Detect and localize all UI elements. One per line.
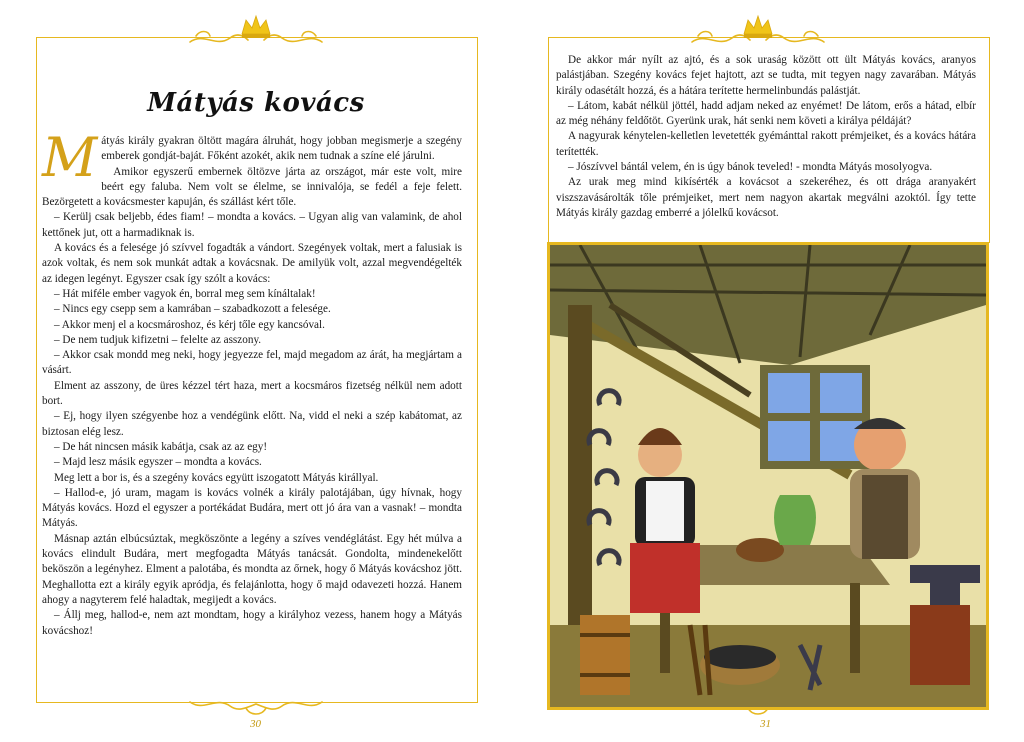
paragraph: A nagyurak kénytelen-kelletlen levetették gyémánttal rakott prémjeiket, és a kovács hátára terítették. bbox=[556, 130, 976, 158]
paragraph: – Akkor menj el a kocsmároshoz, és kérj tőle egy kancsóval. bbox=[54, 318, 325, 331]
paragraph: – De hát nincsen másik kabátja, csak az az egy! bbox=[54, 440, 268, 453]
drop-cap: M bbox=[42, 126, 98, 189]
right-page-text bbox=[556, 53, 976, 221]
paragraph: – De nem tudjuk kifizetni – felelte az asszony. bbox=[54, 333, 262, 346]
paragraph: A kovács és a felesége jó szívvel fogadták a vándort. Szegények voltak, mert a falusiak is azok voltak, és nem sok munkát adtak a kovácsnak. De amilyük volt, azzal megvendégelték az idegen legényt. Egyszer csak így szólt a kovács: bbox=[42, 242, 462, 285]
first-paragraph: Mátyás király gyakran öltött magára álruhát, hogy jobban megismerje a szegény emberek gondját-baját. Főként azokét, akik nem tudnak a színe elé járulni. bbox=[42, 126, 462, 189]
paragraph: – Látom, kabát nélkül jöttél, hadd adjam neked az enyémet! De látom, erős a hátad, elbír az még néhány feldőtöt. Gyerünk urak, hát senki nem követi a királya példáját? bbox=[556, 99, 976, 128]
smithy-illustration bbox=[547, 242, 989, 710]
paragraph: Meg lett a bor is, és a szegény kovács együtt iszogatott Mátyás királlyal. bbox=[54, 471, 379, 484]
paragraph: De akkor már nyílt az ajtó, és a sok uraság között ott ült Mátyás kovács, aranyos palástjában. Szegény kovács fejet hajtott, azt se tudta, mit tegyen nagy zavarában. Mátyás király odasétált hozzá, és a hátára terítette hermelinbundás palástját. bbox=[556, 54, 976, 97]
paragraph: Másnap aztán elbúcsúztak, megköszönte a legény a szíves vendéglátást. Egy hét múlva a kovács elindult Budára, mert megfogadta Mátyás tanácsát. Gondolta, mindenekelőtt beköszön a legényhez. Elment a palotába, és mondta az őrnek, hogy ő Mátyás kovácshoz jött. Meghallotta ezt a király egyik apródja, és felajánlotta, hogy ő majd odavezeti hozzá. Hanem ahogy a nagyterem felé haladtak, megijedt a kovács. bbox=[42, 532, 462, 606]
paragraph: Az urak meg mind kikísérték a kovácsot a szekeréhez, és ott drága aranyakért viszszavásárolták tőle prémjeiket, mert nem nagyon akartak megválni azoktól. Így tette Mátyás király gazdag emberré a jólelkű kovácsot. bbox=[556, 176, 976, 219]
page-title: Mátyás kovács bbox=[147, 88, 365, 118]
paragraph: – Állj meg, hallod-e, nem azt mondtam, hogy a királyhoz vezess, hanem hogy a Mátyás kovácshoz! bbox=[42, 609, 462, 637]
left-page-text bbox=[42, 126, 462, 639]
paragraph: – Ej, hogy ilyen szégyenbe hoz a vendégünk előtt. Na, vidd el neki a szép kabátomat, az biztosan elég lesz. bbox=[42, 410, 462, 438]
page-number-right: 31 bbox=[760, 718, 771, 730]
paragraph: – Kerülj csak beljebb, édes fiam! – mondta a kovács. – Ugyan alig van valamink, de ahol kettőnek jut, ott a harmadiknak is. bbox=[42, 211, 462, 239]
paragraph: – Hallod-e, jó uram, magam is kovács volnék a király palotájában, úgy hívnak, hogy Mátyás kovács. Hozd el egyszer a portékádat Budára, mert ott jó ára van a vasnak! – mondta Mátyás. bbox=[42, 486, 462, 530]
paragraph: Amikor egyszerű embernek öltözve járta az országot, már este volt, mire beért egy faluba. Nem volt se élelme, se innivalója, se fedél a feje felett. Bezörgetett a kovácsmester kapuján, és szállást kért tőle. bbox=[42, 165, 462, 209]
paragraph: – Hát miféle ember vagyok én, borral meg sem kínáltalak! bbox=[54, 287, 316, 300]
crown-ornament-top-right bbox=[688, 12, 828, 50]
crown-ornament-top-left bbox=[186, 12, 326, 50]
paragraph: – Jószívvel bántál velem, én is úgy bánok teveled! - mondta Mátyás mosolyogva. bbox=[568, 161, 933, 174]
paragraph: Elment az asszony, de üres kézzel tért haza, mert a kocsmáros fizetség nélkül nem adott bort. bbox=[42, 379, 462, 408]
paragraph: – Nincs egy csepp sem a kamrában – szabadkozott a felesége. bbox=[54, 303, 331, 316]
page-number: 30 bbox=[250, 718, 261, 730]
paragraph: – Majd lesz másik egyszer – mondta a kovács. bbox=[54, 456, 262, 469]
paragraph: – Akkor csak mondd meg neki, hogy jegyezze fel, majd megadom az árát, ha megjártam a vásárt. bbox=[42, 349, 462, 377]
